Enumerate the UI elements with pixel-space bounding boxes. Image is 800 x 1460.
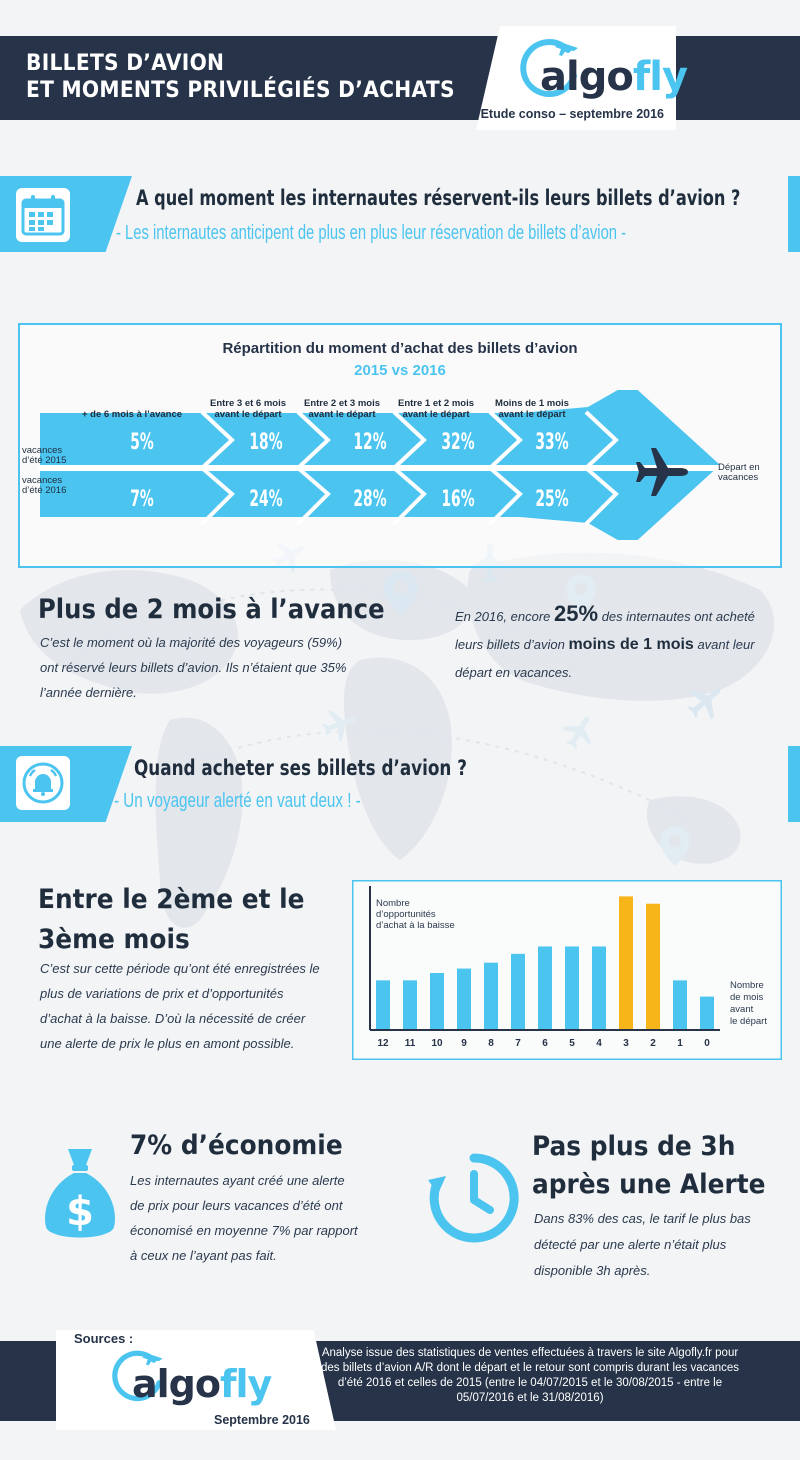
chart1-end-label (718, 463, 760, 483)
footer-date: Septembre 2016 (214, 1413, 310, 1427)
section1-bar-right (788, 176, 800, 252)
col-header-line: avant le départ (402, 409, 470, 420)
chart2-tick-label: 5 (569, 1038, 575, 1049)
chart1-value-2016: 28% (353, 487, 387, 512)
chart1-value-2015: 32% (441, 430, 475, 455)
end-label-line: vacances (718, 472, 759, 483)
svg-text:$: $ (66, 1189, 94, 1235)
text-line: l’année dernière. (40, 685, 137, 700)
chart1-value-2016: 24% (249, 487, 283, 512)
chart2-bar (376, 980, 390, 1029)
text-line: départ en vacances. (455, 665, 573, 680)
text-line: d’achat à la baisse. D’où la nécessité de créer (40, 1011, 306, 1026)
chart2-tick-label: 11 (404, 1038, 416, 1049)
footer-logo (132, 1362, 271, 1406)
chart1-subtitle: 2015 vs 2016 (354, 362, 446, 379)
text-fragment: des internautes ont acheté (598, 609, 755, 624)
section1-question: A quel moment les internautes réservent-ils leurs billets d’avion ? (136, 186, 741, 210)
chart2-bar (538, 946, 552, 1029)
heading-line: 3ème mois (38, 924, 190, 955)
logo-text-algo: algo (132, 1362, 220, 1406)
map-pin-icon (384, 570, 418, 616)
footer-methodology (290, 1346, 770, 1406)
chart2-bar (430, 973, 444, 1029)
stat-left-text (40, 630, 370, 705)
section2-question: Quand acheter ses billets d’avion ? (134, 756, 467, 780)
chart1-col-header (292, 398, 392, 420)
logo-text-fly: fly (219, 1362, 272, 1406)
chart1-value-2016: 25% (535, 487, 569, 512)
text-line: économisé en moyenne 7% par rapport (130, 1223, 358, 1238)
section2-bar-right (788, 746, 800, 822)
text-line: plus de variations de prix et d’opportunités (40, 986, 284, 1001)
chart1-value-2015: 33% (535, 430, 569, 455)
chart1-row-label-2015 (22, 446, 66, 466)
text-fragment: leurs billets d’avion (455, 637, 569, 652)
chart1-col-header (386, 398, 486, 420)
clock-icon (426, 1150, 522, 1246)
text-line: des billets d’avion A/R dont le départ et le retour sont compris durant les vacances (320, 1362, 740, 1374)
alarm-icon (16, 756, 70, 810)
tip-left-heading: 7% d’économie (130, 1130, 343, 1161)
chart2-xlabel-line: Nombre (730, 980, 764, 991)
page-title-line2: ET MOMENTS PRIVILÉGIÉS D’ACHATS (26, 78, 455, 103)
chart1-value-2016: 16% (441, 487, 475, 512)
text-line: C’est sur cette période qu’ont été enregistrées le (40, 961, 320, 976)
col-header-line: avant le départ (498, 409, 566, 420)
tip-right-heading (532, 1128, 766, 1204)
stat-mid-heading (38, 880, 305, 960)
chart2-ylabel-line: d’opportunités (376, 909, 436, 920)
header-logo (540, 54, 687, 100)
text-line: Les internautes ayant créé une alerte (130, 1173, 345, 1188)
chart2-bar (619, 896, 633, 1029)
chart1-value-2016: 7% (130, 487, 154, 512)
text-line: à ceux ne l’ayant pas fait. (130, 1248, 277, 1263)
chart2-tick-label: 4 (596, 1038, 602, 1049)
end-label-line: Départ en (718, 462, 760, 473)
chart2-tick-label: 9 (461, 1038, 467, 1049)
chart2-tick-label: 3 (623, 1038, 629, 1049)
text-line: de prix pour leurs vacances d’été ont (130, 1198, 343, 1213)
money-bag-icon (40, 1145, 120, 1245)
col-header-line: Entre 1 et 2 mois (397, 398, 475, 409)
chart2-tick-label: 6 (542, 1038, 548, 1049)
text-line: une alerte de prix le plus en amont possible. (40, 1036, 295, 1051)
tip-left-text (130, 1168, 390, 1268)
chart2-bar (646, 904, 660, 1029)
chart1-col-header (482, 398, 582, 420)
col-header-line: Entre 2 et 3 mois (303, 398, 381, 409)
chart2-bar (511, 954, 525, 1029)
chart2-bar (592, 946, 606, 1029)
text-line: détecté par une alerte n’était plus (534, 1237, 727, 1252)
chart2-xlabel-line: le départ (730, 1016, 767, 1027)
calendar-icon (16, 188, 70, 242)
chart2-bar (700, 997, 714, 1029)
chart2-bar (403, 980, 417, 1029)
col-header-line: Entre 3 et 6 mois (209, 398, 287, 409)
text-line: 05/07/2016 et le 31/08/2016) (456, 1392, 604, 1404)
chart2-tick-label: 7 (515, 1038, 521, 1049)
chart2-xlabel-line: avant (730, 1004, 754, 1015)
page-title (26, 50, 455, 104)
text-line: ont réservé leurs billets d’avion. Ils n’étaient que 35% (40, 660, 347, 675)
col-header-line: Moins de 1 mois (495, 398, 569, 409)
chart2-tick-label: 12 (377, 1038, 389, 1049)
chart2-tick-label: 0 (704, 1038, 710, 1049)
stat-mid-text (40, 956, 340, 1056)
chart2-tick-label: 1 (677, 1038, 683, 1049)
text-line: Dans 83% des cas, le tarif le plus bas (534, 1211, 751, 1226)
text-fragment: avant leur (693, 637, 755, 652)
chart2-bar (484, 963, 498, 1029)
heading-line: Entre le 2ème et le (38, 884, 305, 915)
logo-text-algo: algo (540, 54, 633, 100)
chart2-ylabel-line: d’achat à la baisse (376, 920, 455, 931)
chart2-tick-label: 2 (650, 1038, 656, 1049)
chart2-tick-label: 10 (431, 1038, 443, 1049)
chart2-ylabel-line: Nombre (376, 898, 410, 909)
chart1-title: Répartition du moment d’achat des billets d’avion (222, 340, 578, 357)
text-fragment: En 2016, encore (455, 609, 555, 624)
chart2-xlabel-line: de mois (730, 992, 764, 1003)
chart2-bar (565, 946, 579, 1029)
chart1-value-2015: 5% (130, 430, 154, 455)
text-line: disponible 3h après. (534, 1263, 651, 1278)
text-line: d’été 2016 et celles de 2015 (entre le 04/07/2015 et le 30/08/2015 - entre le (337, 1377, 723, 1389)
text-line: Analyse issue des statistiques de ventes effectuées à travers le site Algofly.fr pour (321, 1347, 739, 1359)
chart2-bar (457, 969, 471, 1029)
chart1-value-2015: 18% (249, 430, 283, 455)
heading-line: après une Alerte (532, 1169, 766, 1200)
logo-text-fly: fly (632, 54, 688, 100)
row-label-line: vacances (22, 445, 63, 456)
stat-right-text (455, 600, 785, 687)
col-header-line: avant le départ (214, 409, 282, 420)
row-label-line: vacances (22, 475, 63, 486)
heading-line: Pas plus de 3h (532, 1131, 736, 1162)
stat-left-heading: Plus de 2 mois à l’avance (38, 594, 385, 625)
col-header-line: avant le départ (308, 409, 376, 420)
map-pin-icon (660, 825, 690, 867)
tip-right-text (534, 1206, 784, 1284)
col-header-line: + de 6 mois à l’avance (81, 409, 183, 420)
chart1-col-header (198, 398, 298, 420)
chart2-bar-chart (352, 880, 782, 1060)
row-label-line: d’été 2015 (22, 455, 67, 466)
footer-sources-label: Sources : (74, 1331, 134, 1346)
header-subtitle: Etude conso – septembre 2016 (480, 107, 664, 121)
stat-highlight-month: moins de 1 mois (568, 636, 694, 653)
section1-subtitle: - Les internautes anticipent de plus en plus leur réservation de billets d’avion - (116, 222, 627, 244)
text-line: C’est le moment où la majorité des voyageurs (59%) (40, 635, 343, 650)
chart1-col-header (70, 409, 194, 420)
chart2-bar (673, 980, 687, 1029)
chart2-tick-label: 8 (488, 1038, 494, 1049)
chart1-row-label-2016 (22, 476, 66, 496)
row-label-line: d’été 2016 (22, 485, 67, 496)
chart1-value-2015: 12% (353, 430, 387, 455)
section2-subtitle: - Un voyageur alerté en vaut deux ! - (114, 790, 361, 812)
stat-highlight-25: 25% (554, 601, 599, 626)
page-title-line1: BILLETS D’AVION (26, 51, 225, 76)
